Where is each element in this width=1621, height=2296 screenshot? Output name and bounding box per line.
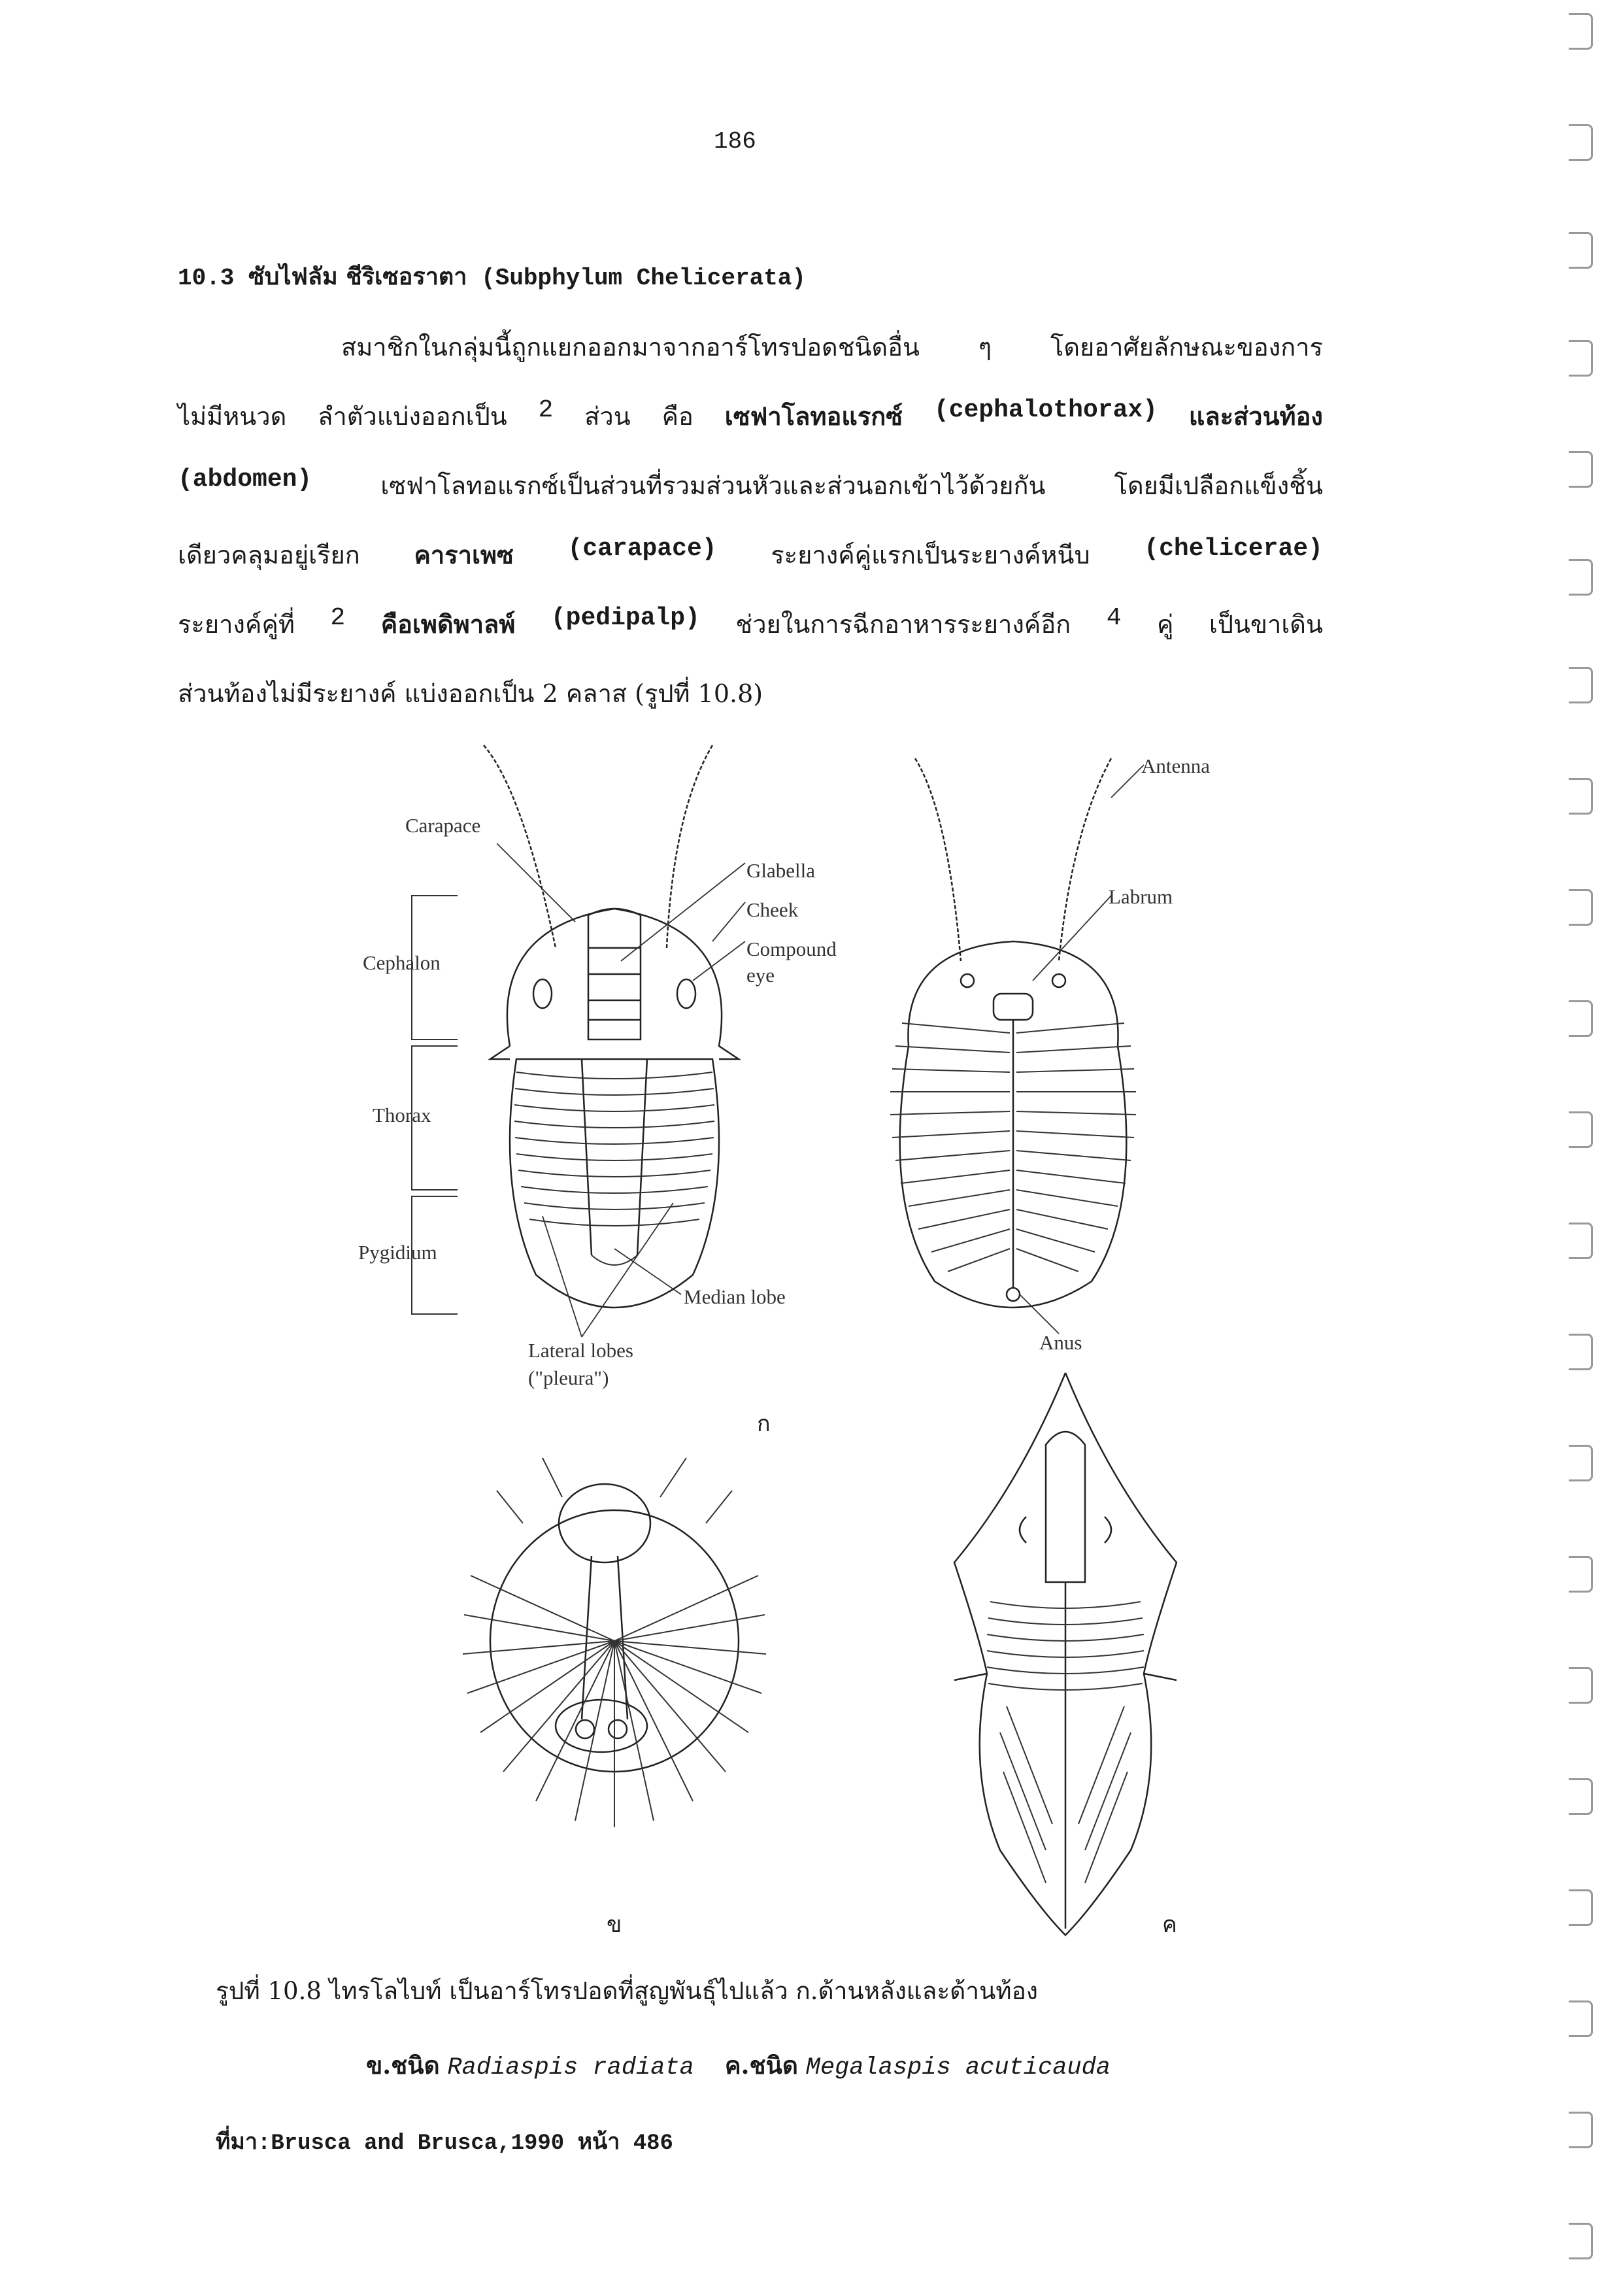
label-labrum: Labrum [1109,885,1173,908]
text-run: ระยางค์คู่ที่ [178,610,295,639]
binder-hole [1569,667,1593,703]
term-abdomen-thai: และส่วนท้อง [1188,401,1323,431]
label-compound-eye-1: Compound [746,937,837,960]
binder-hole [1569,1111,1593,1148]
term-chelicerae: (chelicerae) [1144,535,1323,563]
text-run: คือ [661,402,694,431]
binder-hole [1569,1000,1593,1037]
text-run: ส่วน [584,402,631,431]
text-run: โดยอาศัยลักษณะของการ [1050,333,1323,362]
term-carapace: (carapace) [567,535,717,563]
section-number: 10.3 [178,265,235,292]
binder-hole [1569,778,1593,815]
term-cephalothorax-thai: เซฟาโลทอแรกซ์ [724,401,903,431]
paragraph-line-1 [178,327,1323,367]
label-lateral-lobes-2: ("pleura") [528,1366,609,1389]
label-anus: Anus [1039,1331,1082,1354]
radial-spines [463,1458,766,1827]
binder-hole [1569,1889,1593,1926]
binder-hole [1569,1778,1593,1815]
paragraph-line-2 [178,396,1323,436]
section-thai-title: ซับไฟลัม ชีริเซอราตา [248,263,467,290]
text-run: เซฟาโลทอแรกซ์เป็นส่วนที่รวมส่วนหัวและส่วนอกเข้าไว้ด้วยกัน [380,471,1046,500]
binder-hole [1569,889,1593,926]
figure-source: ที่มา:Brusca and Brusca,1990 หน้า 486 [216,2131,673,2156]
binder-hole [1569,1556,1593,1593]
text-run: ลำตัวแบ่งออกเป็น [318,402,507,431]
figure-caption-line-1: รูปที่ 10.8 ไทรโลไบท์ เป็นอาร์โทรปอดที่สูญพันธุ์ไปแล้ว ก.ด้านหลังและด้านท้อง [216,1977,1038,2005]
binder-hole [1569,1445,1593,1481]
caption-prefix-b: ข.ชนิด [366,2051,440,2080]
text-run: ไม่มีหนวด [178,402,287,431]
text-run: ส่วนท้องไม่มีระยางค์ แบ่งออกเป็น 2 คลาส (รูปที่ 10.8) [178,679,763,708]
section-latin-title: (Subphylum Chelicerata) [481,265,807,292]
binder-hole [1569,1667,1593,1704]
text-run: ระยางค์คู่แรกเป็นระยางค์หนีบ [771,541,1090,569]
section-heading [178,258,806,295]
text-run: 2 [538,396,554,424]
caption-prefix-c: ค.ชนิด [724,2051,798,2080]
binder-hole [1569,2001,1593,2037]
text-run: สมาชิกในกลุ่มนี้ถูกแยกออกมาจากอาร์โทรปอดชนิดอื่น [341,333,920,362]
term-pedipalp-thai: คือเพดิพาลพ์ [380,609,516,639]
label-glabella: Glabella [746,859,816,882]
binder-hole [1569,340,1593,377]
page-number: 186 [714,128,756,155]
figure-letter-b: ข [607,1912,622,1938]
figure-letter-a: ก [757,1411,771,1437]
term-carapace-thai: คาราเพซ [414,540,514,569]
text-run: 2 [330,604,346,632]
term-cephalothorax: (cephalothorax) [933,396,1158,424]
paragraph-line-5 [178,604,1323,644]
text-run: 4 [1106,604,1122,632]
text-run: เป็นขาเดิน [1209,610,1323,639]
leader-lines-a-right [1007,752,1150,1340]
text-run: ๆ [978,333,992,362]
radiaspis-drawing [444,1445,784,1837]
binder-hole [1569,232,1593,269]
binder-hole [1569,1334,1593,1370]
paragraph-line-4 [178,535,1323,575]
caption-species-b: Radiaspis radiata [447,2054,694,2082]
label-carapace: Carapace [405,814,481,837]
label-median-lobe: Median lobe [684,1285,786,1308]
binder-hole [1569,2223,1593,2259]
label-pygidium: Pygidium [358,1241,437,1264]
binder-hole [1569,2112,1593,2148]
caption-species-c: Megalaspis acuticauda [805,2054,1111,2082]
paragraph-line-6 [178,673,1323,713]
binder-hole [1569,451,1593,488]
text-run: โดยมีเปลือกแข็งชิ้น [1114,471,1323,500]
label-thorax: Thorax [373,1104,431,1126]
binder-hole [1569,559,1593,596]
leader-lines-a [497,824,758,1347]
figure-caption-line-2 [366,2046,1111,2085]
term-abdomen: (abdomen) [178,465,312,494]
label-compound-eye-2: eye [746,964,775,987]
binder-hole [1569,1223,1593,1259]
text-run: ช่วยในการฉีกอาหารระยางค์อีก [735,610,1071,639]
label-cephalon: Cephalon [363,951,441,974]
term-pedipalp: (pedipalp) [550,604,700,632]
megalaspis-drawing [941,1366,1190,1942]
text-run: คู่ [1157,610,1174,639]
binder-hole [1569,124,1593,161]
figure-letter-c: ค [1162,1912,1177,1938]
binder-hole [1569,13,1593,50]
label-lateral-lobes-1: Lateral lobes [528,1339,633,1362]
paragraph-line-3 [178,465,1323,505]
label-antenna: Antenna [1141,754,1211,777]
label-cheek: Cheek [746,898,799,921]
text-run: เดียวคลุมอยู่เรียก [178,541,360,569]
